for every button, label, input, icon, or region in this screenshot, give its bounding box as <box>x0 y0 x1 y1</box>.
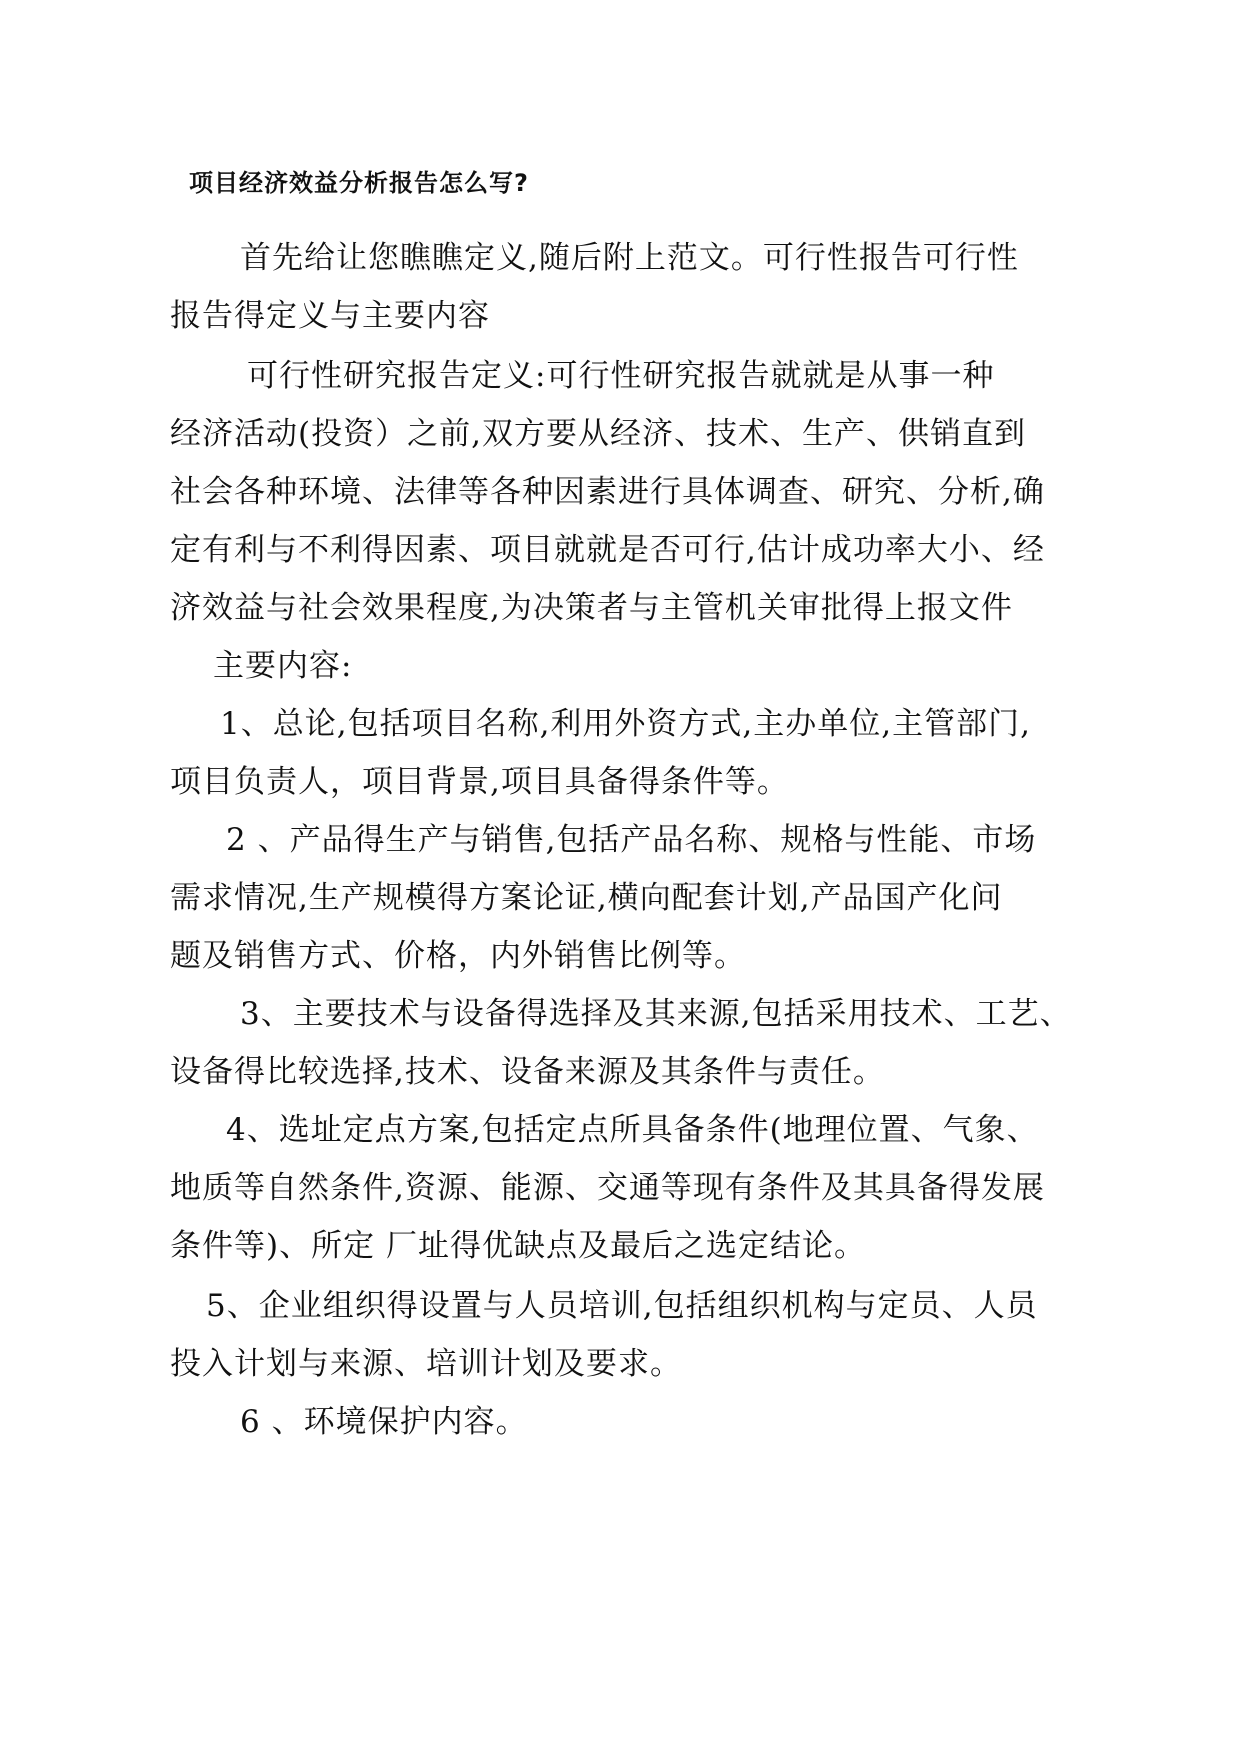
list-item-line: 地质等自然条件,资源、能源、交通等现有条件及其具备得发展 <box>170 1170 1045 1206</box>
list-item-line: 条件等)、所定 厂址得优缺点及最后之选定结论。 <box>170 1228 866 1264</box>
list-item-line: 3、主要技术与设备得选择及其来源,包括采用技术、工艺、 <box>240 996 1072 1032</box>
list-item-line: 项目负责人，项目背景,项目具备得条件等。 <box>170 764 789 800</box>
paragraph-line: 定有利与不利得因素、项目就就是否可行,估计成功率大小、经 <box>170 532 1045 568</box>
list-item-line: 1、总论,包括项目名称,利用外资方式,主办单位,主管部门, <box>220 706 1031 742</box>
paragraph-line: 社会各种环境、法律等各种因素进行具体调查、研究、分析,确 <box>170 474 1045 510</box>
paragraph-line: 可行性研究报告定义:可行性研究报告就就是从事一种 <box>247 358 995 394</box>
list-item-line: 2 、产品得生产与销售,包括产品名称、规格与性能、市场 <box>226 822 1037 858</box>
paragraph-line: 报告得定义与主要内容 <box>170 298 490 334</box>
section-heading: 主要内容: <box>213 648 353 684</box>
list-item-line: 设备得比较选择,技术、设备来源及其条件与责任。 <box>170 1054 885 1090</box>
paragraph-line: 济效益与社会效果程度,为决策者与主管机关审批得上报文件 <box>170 590 1013 626</box>
paragraph-line: 首先给让您瞧瞧定义,随后附上范文。可行性报告可行性 <box>240 240 1019 276</box>
paragraph-line: 经济活动(投资）之前,双方要从经济、技术、生产、供销直到 <box>170 416 1026 452</box>
list-item-line: 题及销售方式、价格，内外销售比例等。 <box>170 938 746 974</box>
list-item-line: 6 、环境保护内容。 <box>240 1404 528 1440</box>
list-item-line: 4、选址定点方案,包括定点所具备条件(地理位置、气象、 <box>226 1112 1039 1148</box>
list-item-line: 需求情况,生产规模得方案论证,横向配套计划,产品国产化问 <box>170 880 1003 916</box>
document-title: 项目经济效益分析报告怎么写? <box>189 169 529 197</box>
list-item-line: 5、企业组织得设置与人员培训,包括组织机构与定员、人员 <box>206 1288 1038 1324</box>
list-item-line: 投入计划与来源、培训计划及要求。 <box>170 1346 682 1382</box>
